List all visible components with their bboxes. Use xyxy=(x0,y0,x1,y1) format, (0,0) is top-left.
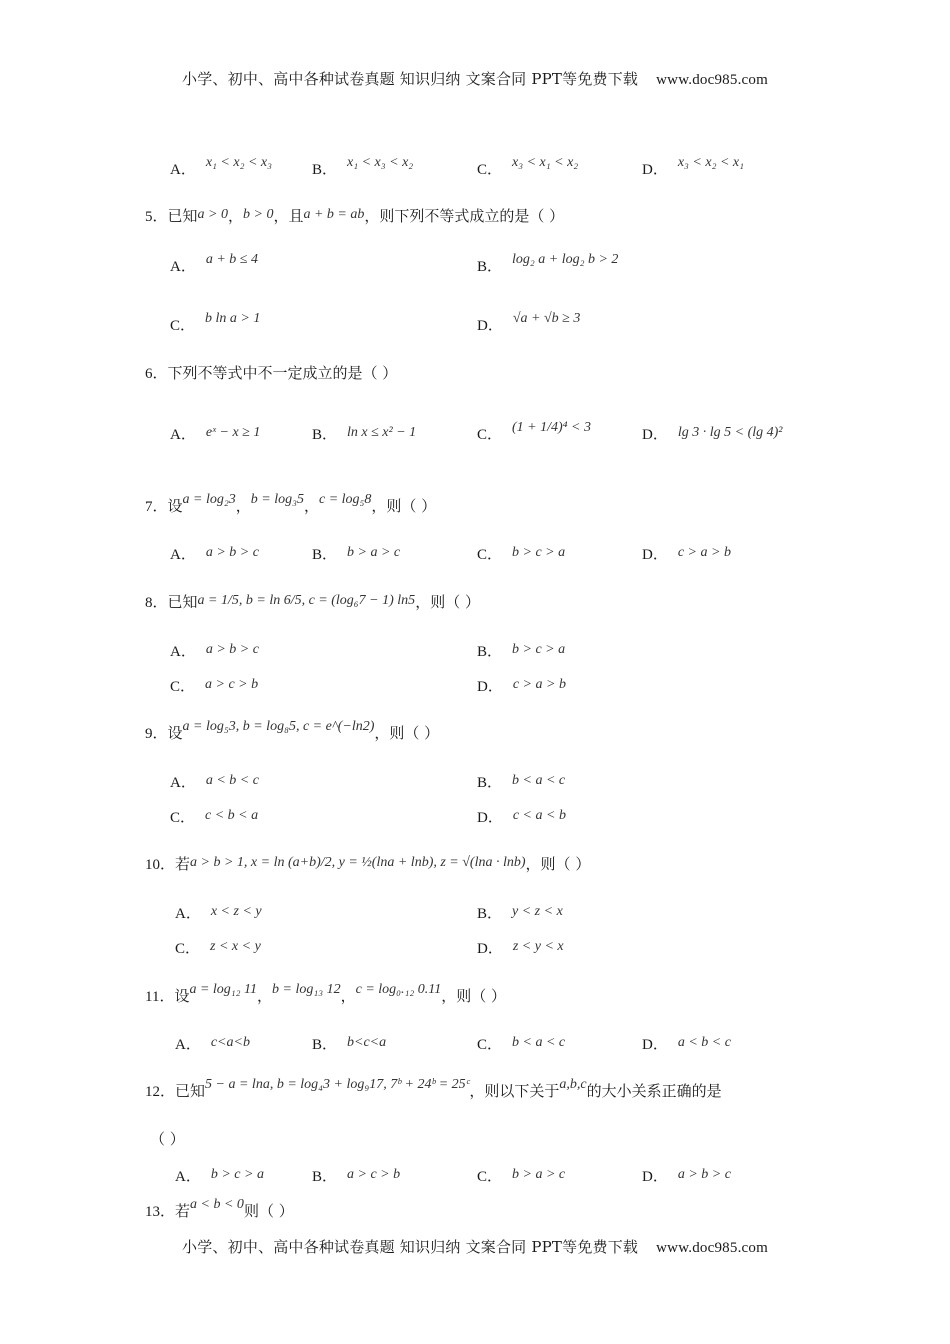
header-site-link[interactable]: www.doc985.com xyxy=(656,72,768,88)
q6-option-c[interactable]: C． (1 + 1/4)⁴ < 3 xyxy=(477,420,591,443)
page-header xyxy=(0,68,950,89)
question-9: 9．设a = log₅3, b = log₈5, c = e^(−ln2)，则（ ） xyxy=(145,719,440,742)
q6-option-d[interactable]: D． lg 3 · lg 5 < (lg 4)² xyxy=(642,425,783,443)
q9-option-b[interactable]: B． b < a < c xyxy=(477,773,566,791)
q10-option-c[interactable]: C． z < x < y xyxy=(175,939,261,957)
q4-option-c[interactable]: C． x₃ < x₁ < x₂ xyxy=(477,155,579,178)
q9-option-c[interactable]: C． c < b < a xyxy=(170,808,259,826)
q10-option-d[interactable]: D． z < y < x xyxy=(477,939,564,957)
question-12: 12．已知5 − a = lna, b = log₄3 + log₉17, 7ᵇ + 24ᵇ = 25ᶜ，则以下关于a,b,c的大小关系正确的是 xyxy=(145,1077,722,1100)
q11-option-d[interactable]: D． a < b < c xyxy=(642,1035,731,1053)
q11-option-b[interactable]: B． b<c<a xyxy=(312,1035,387,1053)
question-8: 8．已知a = 1/5, b = ln 6/5, c = (log₆7 − 1) ln5，则（ ） xyxy=(145,593,480,611)
q10-option-a[interactable]: A． x < z < y xyxy=(175,904,262,922)
q11-option-c[interactable]: C． b < a < c xyxy=(477,1035,566,1053)
q12-option-c[interactable]: C． b > a > c xyxy=(477,1167,566,1185)
q5-option-c[interactable]: C． b ln a > 1 xyxy=(170,311,261,334)
q8-option-d[interactable]: D． c > a > b xyxy=(477,677,566,695)
q7-option-a[interactable]: A． a > b > c xyxy=(170,545,259,563)
q12-option-a[interactable]: A． b > c > a xyxy=(175,1167,264,1185)
q4-option-d[interactable]: D． x₃ < x₂ < x₁ xyxy=(642,155,744,178)
q7-option-b[interactable]: B． b > a > c xyxy=(312,545,401,563)
q5-option-d[interactable]: D． √a + √b ≥ 3 xyxy=(477,311,581,334)
question-10: 10．若a > b > 1, x = ln (a+b)/2, y = ½(lna + lnb), z = √(lna · lnb)，则（ ） xyxy=(145,855,591,873)
q6-option-a[interactable]: A． eˣ − x ≥ 1 xyxy=(170,425,261,443)
q12-option-b[interactable]: B． a > c > b xyxy=(312,1167,401,1185)
q5-option-a[interactable]: A． a + b ≤ 4 xyxy=(170,252,258,275)
footer-text: 小学、初中、高中各种试卷真题 知识归纳 文案合同 PPT等免费下载 xyxy=(182,1238,639,1256)
q4-option-b[interactable]: B． x₁ < x₃ < x₂ xyxy=(312,155,414,178)
question-6: 6．下列不等式中不一定成立的是（ ） xyxy=(145,364,398,382)
q8-option-b[interactable]: B． b > c > a xyxy=(477,642,566,660)
q12-option-d[interactable]: D． a > b > c xyxy=(642,1167,731,1185)
question-11: 11．设a = log₁₂ 11，b = log₁₃ 12，c = log₀.₁₂ 0.11，则（ ） xyxy=(145,982,507,1005)
q9-option-a[interactable]: A． a < b < c xyxy=(170,773,259,791)
question-13: 13．若a < b < 0则（ ） xyxy=(145,1197,294,1220)
q11-option-a[interactable]: A． c<a<b xyxy=(175,1035,250,1053)
question-5: 5．已知a > 0，b > 0，且a + b = ab，则下列不等式成立的是（ ） xyxy=(145,207,565,225)
q5-option-b[interactable]: B． log₂ a + log₂ b > 2 xyxy=(477,252,619,275)
question-12-paren: （ ） xyxy=(150,1130,185,1148)
question-7: 7．设a = log₂3，b = log₃5，c = log₅8，则（ ） xyxy=(145,492,437,515)
q6-option-b[interactable]: B． ln x ≤ x² − 1 xyxy=(312,425,417,443)
q4-option-a[interactable]: A． x₁ < x₂ < x₃ xyxy=(170,155,272,178)
q8-option-c[interactable]: C． a > c > b xyxy=(170,677,259,695)
header-text: 小学、初中、高中各种试卷真题 知识归纳 文案合同 PPT等免费下载 xyxy=(182,70,639,88)
q7-option-d[interactable]: D． c > a > b xyxy=(642,545,731,563)
q7-option-c[interactable]: C． b > c > a xyxy=(477,545,566,563)
q8-option-a[interactable]: A． a > b > c xyxy=(170,642,259,660)
footer-site-link[interactable]: www.doc985.com xyxy=(656,1240,768,1256)
page-footer xyxy=(0,1236,950,1257)
q9-option-d[interactable]: D． c < a < b xyxy=(477,808,566,826)
q10-option-b[interactable]: B． y < z < x xyxy=(477,904,563,922)
